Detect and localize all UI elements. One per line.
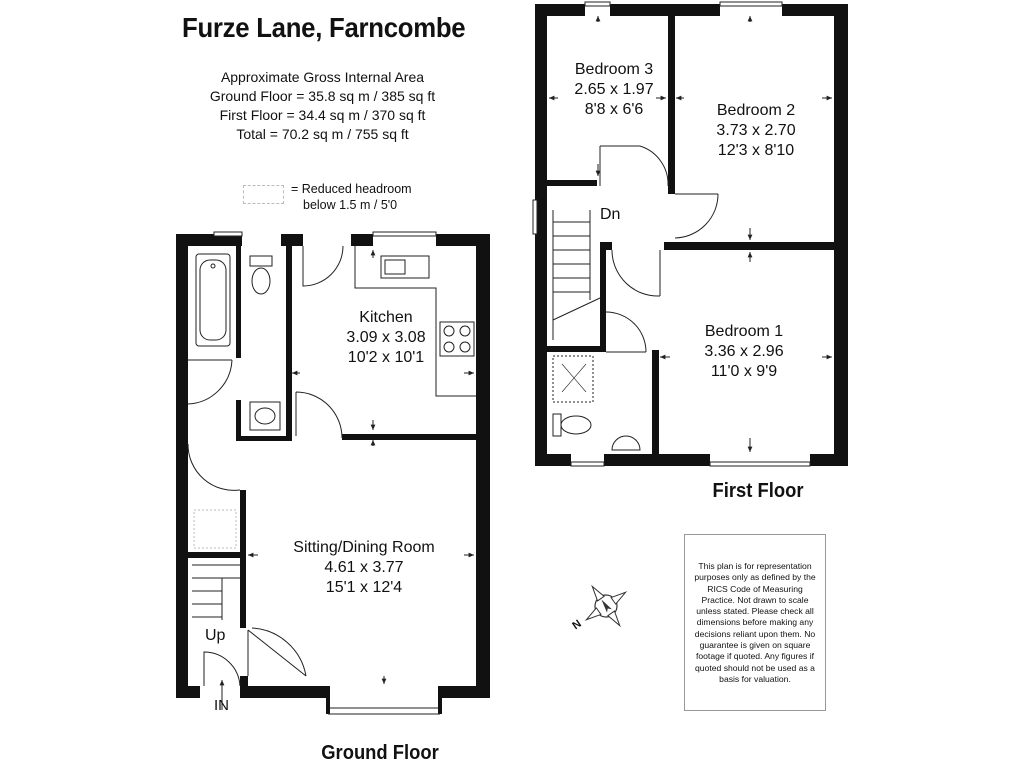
- bedroom2-imperial: 12'3 x 8'10: [717, 142, 795, 159]
- ff-door-bath: [606, 312, 646, 352]
- gf-wall-porch: [240, 676, 248, 698]
- bedroom2-metric: 3.73 x 2.70: [716, 122, 796, 139]
- area-first-floor: First Floor = 34.4 sq m / 370 sq ft: [219, 107, 426, 123]
- ff-stairs: [553, 210, 600, 340]
- ff-wc-bowl: [561, 416, 591, 434]
- bedroom3-name: Bedroom 3: [574, 61, 654, 78]
- room-label-bedroom-1: [704, 322, 783, 382]
- ff-window-bed3: [585, 2, 610, 6]
- gf-wall-right: [476, 234, 490, 698]
- ff-wall-bed3-right: [668, 16, 675, 194]
- gf-wall-kitchen-left: [286, 246, 292, 441]
- compass-icon: [573, 573, 640, 640]
- bath-drain: [211, 264, 215, 268]
- hob-ring: [460, 326, 470, 336]
- disclaimer-text: This plan is for representation purposes only as defined by the RICS Code of Measuring Practice. Not drawn to scale unless stated. Please check all dimensions before making any decisions reliant upon them. No guarantee is given on square footage if quoted. Any figures if quoted should not be used as a basis for valuation.: [694, 561, 816, 684]
- area-total: Total = 70.2 sq m / 755 sq ft: [236, 126, 409, 142]
- gf-stairs-label: Up: [205, 627, 226, 644]
- ff-wall-stair-right: [600, 246, 606, 352]
- kitchen-imperial: 10'2 x 10'1: [347, 349, 425, 366]
- gf-wall-bottom-entry: [176, 686, 200, 698]
- bedroom1-imperial: 11'0 x 9'9: [710, 363, 778, 380]
- bathtub-inner: [200, 260, 226, 340]
- ff-wall-bottom-b: [604, 454, 710, 466]
- ff-basin: [612, 436, 640, 450]
- bedroom1-name: Bedroom 1: [704, 323, 784, 340]
- gf-stairs: [192, 565, 240, 620]
- gf-reduced-headroom: [194, 510, 236, 548]
- ff-window-bath: [571, 462, 604, 466]
- bedroom3-metric: 2.65 x 1.97: [574, 81, 654, 98]
- ff-wall-right: [834, 4, 848, 466]
- gf-wall-stair-right: [240, 552, 246, 628]
- room-label-kitchen: [346, 308, 425, 368]
- bedroom1-metric: 3.36 x 2.96: [704, 343, 784, 360]
- ff-window-bed2: [720, 2, 782, 6]
- gf-bay-window: [328, 708, 440, 714]
- gf-wall-stair-top: [176, 552, 246, 558]
- gf-wall-top-kitchen: [351, 234, 373, 246]
- compass-north-letter: N: [570, 617, 584, 633]
- gf-wall-bath-left-lower: [236, 400, 241, 440]
- gf-wall-kitchen-bottom: [342, 434, 476, 440]
- legend-line-1: = Reduced headroom: [291, 182, 412, 196]
- room-label-bedroom-2: [716, 101, 795, 161]
- gf-door-kitchen: [296, 392, 342, 438]
- basin-bowl: [255, 408, 275, 424]
- room-label-sitting-dining: [293, 538, 434, 598]
- ff-stairs-label: Dn: [600, 206, 621, 223]
- ff-wall-bath-right: [652, 350, 659, 454]
- ff-door-bed3: [600, 146, 668, 186]
- gf-door-sitting: [248, 628, 306, 676]
- ff-wall-left: [535, 4, 547, 466]
- sitting-imperial: 15'1 x 12'4: [325, 579, 403, 596]
- gf-door-back: [303, 246, 343, 286]
- ff-window-bed1: [710, 462, 810, 466]
- ff-wall-top-a: [535, 4, 585, 16]
- area-heading: Approximate Gross Internal Area: [220, 69, 425, 85]
- disclaimer-box: [684, 534, 826, 711]
- sitting-name: Sitting/Dining Room: [293, 539, 435, 556]
- area-ground-floor: Ground Floor = 35.8 sq m / 385 sq ft: [209, 88, 436, 104]
- ff-door-bed2: [675, 194, 718, 238]
- kitchen-metric: 3.09 x 3.08: [346, 329, 426, 346]
- ground-floor-label: Ground Floor: [321, 742, 439, 764]
- hob-ring: [444, 342, 454, 352]
- hob-ring: [460, 342, 470, 352]
- first-floor-label: First Floor: [712, 480, 804, 502]
- bedroom2-name: Bedroom 2: [716, 102, 796, 119]
- sitting-metric: 4.61 x 3.77: [324, 559, 404, 576]
- bedroom3-imperial: 8'8 x 6'6: [584, 101, 644, 118]
- wc-bowl: [252, 268, 270, 294]
- gf-door-hall: [188, 444, 240, 490]
- gf-wall-left: [176, 234, 188, 698]
- kitchen-name: Kitchen: [359, 309, 413, 326]
- gf-wall-under-stair: [240, 490, 246, 552]
- room-label-bedroom-3: [574, 60, 653, 120]
- ff-window-landing: [533, 200, 537, 234]
- ff-wall-bottom-a: [535, 454, 571, 466]
- kitchen-sink-bowl: [385, 260, 405, 274]
- ff-wall-bed3-bottom: [547, 180, 597, 186]
- gf-wall-bottom-left: [248, 686, 328, 698]
- gf-window-kitchen: [373, 232, 436, 236]
- ff-wall-bottom-c: [810, 454, 848, 466]
- ff-wall-bed2-bottom: [664, 242, 834, 250]
- gf-door-bath: [188, 360, 232, 404]
- shower-lines: [562, 364, 586, 392]
- ff-door-bed1: [612, 250, 660, 296]
- wc-cistern: [250, 256, 272, 266]
- gf-wall-bath-left: [236, 246, 241, 358]
- gf-window-bath: [214, 232, 242, 236]
- ff-wall-bath-top: [547, 346, 606, 352]
- ground-floor-fixtures: [188, 232, 476, 714]
- entrance-label: IN: [214, 697, 229, 714]
- gf-wall-top-mid: [281, 234, 303, 246]
- gf-bay-left: [326, 686, 330, 714]
- page-title: Furze Lane, Farncombe: [182, 12, 466, 43]
- kitchen-hob: [440, 322, 474, 356]
- ff-wall-top-b: [610, 4, 720, 16]
- ff-wc-cistern: [553, 414, 561, 436]
- legend-line-2: below 1.5 m / 5'0: [303, 198, 398, 212]
- gf-bay-right: [438, 686, 442, 714]
- hob-ring: [444, 326, 454, 336]
- gf-wall-bottom-right: [440, 686, 490, 698]
- gf-wall-bath-bottom: [236, 436, 290, 441]
